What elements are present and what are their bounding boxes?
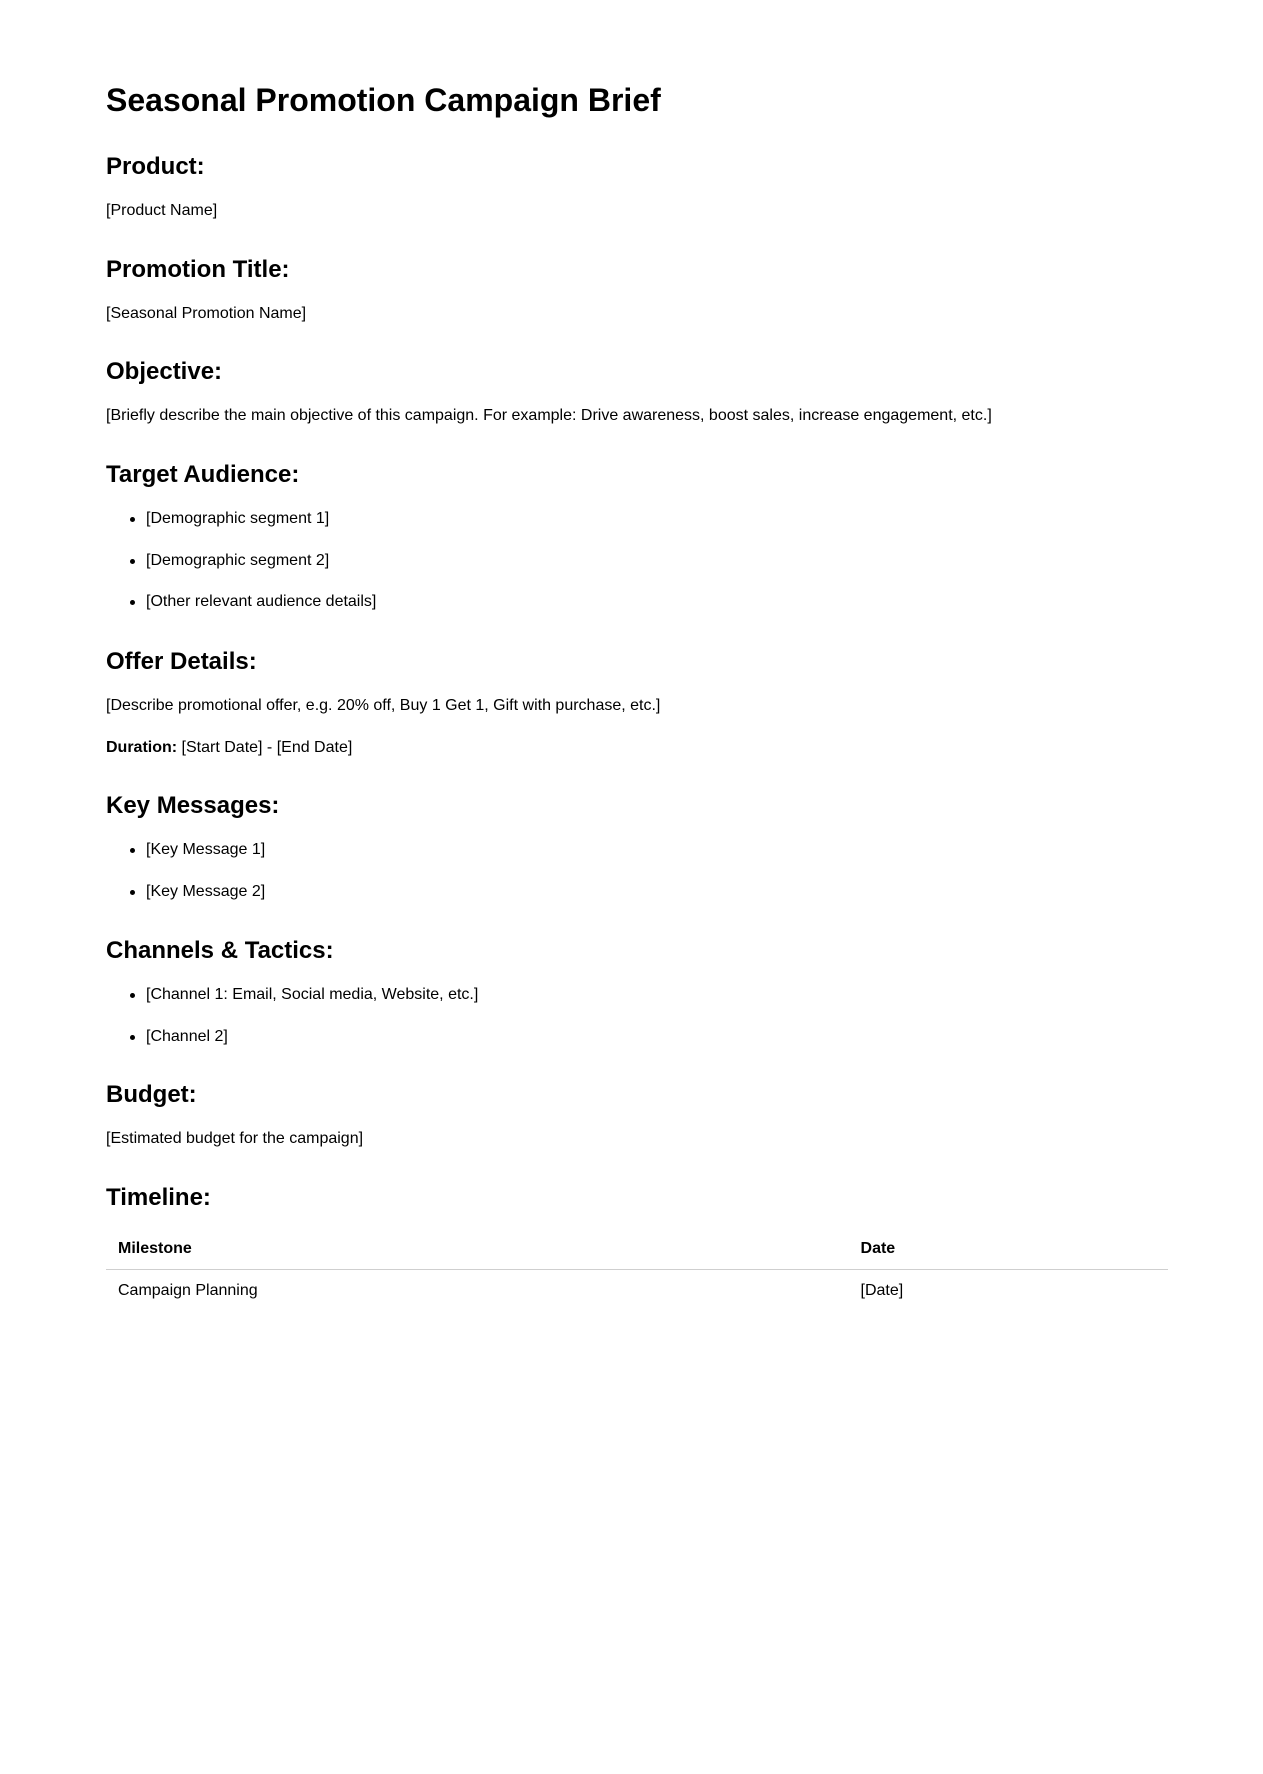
list-item-text: [Channel 2] — [146, 1027, 228, 1045]
table-cell-milestone: Campaign Planning — [118, 1282, 258, 1299]
table-row — [106, 1270, 1168, 1312]
bullet-icon — [130, 600, 135, 605]
target-audience-list — [106, 508, 376, 633]
offer-details-heading: Offer Details: — [106, 648, 257, 675]
list-item — [106, 550, 376, 592]
target-audience-heading: Target Audience: — [106, 461, 300, 488]
bullet-icon — [130, 848, 135, 853]
bullet-icon — [130, 517, 135, 522]
list-item-text: [Key Message 1] — [146, 841, 266, 858]
list-item — [106, 881, 265, 923]
bullet-icon — [130, 993, 135, 998]
promotion-title-value: [Seasonal Promotion Name] — [106, 305, 307, 322]
list-item-text: [Key Message 2] — [146, 882, 266, 900]
list-item — [106, 591, 376, 633]
list-item-text: [Demographic segment 1] — [146, 510, 330, 527]
duration-label: Duration: — [106, 739, 178, 756]
bullet-icon — [130, 559, 135, 564]
timeline-heading: Timeline: — [106, 1184, 211, 1211]
list-item-text: [Other relevant audience details] — [146, 593, 377, 611]
key-messages-heading: Key Messages: — [106, 792, 280, 819]
product-value: [Product Name] — [106, 202, 218, 219]
list-item — [106, 1026, 478, 1068]
column-header-milestone: Milestone — [106, 1228, 849, 1270]
channels-list — [106, 984, 478, 1067]
timeline-table — [106, 1228, 1168, 1311]
table-header-row — [106, 1228, 1168, 1270]
product-heading: Product: — [106, 153, 205, 180]
budget-value: [Estimated budget for the campaign] — [106, 1130, 364, 1147]
offer-description: [Describe promotional offer, e.g. 20% off, Buy 1 Get 1, Gift with purchase, etc.] — [106, 697, 661, 714]
list-item — [106, 839, 265, 881]
column-header-date: Date — [849, 1228, 1168, 1270]
objective-heading: Objective: — [106, 358, 223, 385]
channels-heading: Channels & Tactics: — [106, 937, 334, 964]
list-item — [106, 508, 376, 550]
budget-heading: Budget: — [106, 1081, 197, 1108]
promotion-title-heading: Promotion Title: — [106, 256, 290, 283]
key-messages-list — [106, 839, 265, 922]
list-item-text: [Channel 1: Email, Social media, Website, etc.] — [146, 986, 479, 1003]
duration-value: [Start Date] - [End Date] — [177, 739, 353, 756]
bullet-icon — [130, 1035, 135, 1040]
list-item-text: [Demographic segment 2] — [146, 551, 330, 569]
bullet-icon — [130, 890, 135, 895]
offer-duration — [106, 737, 352, 759]
list-item — [106, 984, 478, 1026]
page-title: Seasonal Promotion Campaign Brief — [106, 82, 661, 118]
table-cell-date: [Date] — [860, 1282, 904, 1299]
objective-value: [Briefly describe the main objective of this campaign. For example: Drive awareness, boost sales, increase engagement, etc.] — [106, 407, 992, 424]
